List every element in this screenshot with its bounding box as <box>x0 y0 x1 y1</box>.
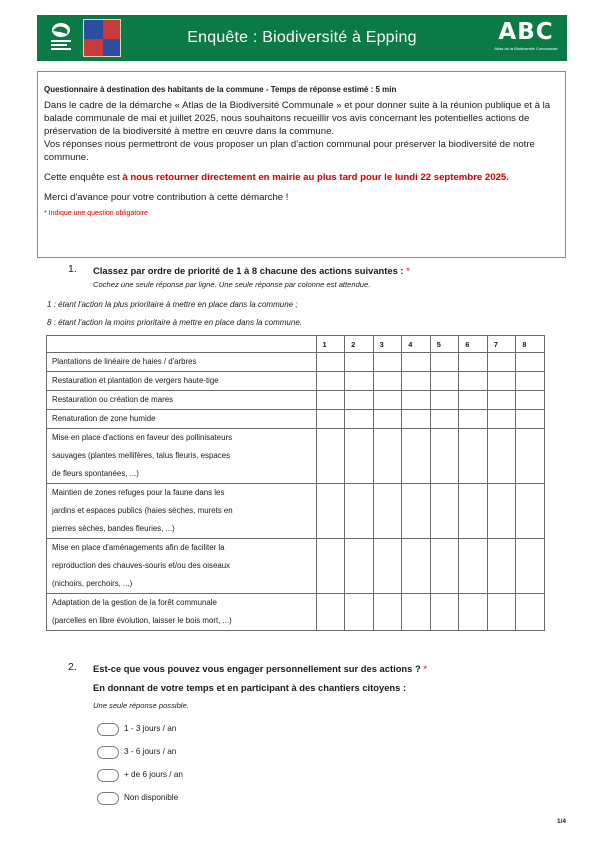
rank-checkbox-cell[interactable] <box>516 372 545 391</box>
rank-checkbox-cell[interactable] <box>516 429 545 484</box>
action-label <box>47 484 317 539</box>
rank-checkbox-cell[interactable] <box>402 484 431 539</box>
rank-checkbox-cell[interactable] <box>373 484 402 539</box>
rank-checkbox-cell[interactable] <box>487 391 516 410</box>
rank-checkbox-cell[interactable] <box>516 539 545 594</box>
rank-checkbox-cell[interactable] <box>430 372 459 391</box>
required-star: * <box>423 663 427 674</box>
action-label <box>47 410 317 429</box>
radio-button[interactable] <box>97 723 119 736</box>
action-label-line: reproduction des chauves-souris et/ou des oiseaux <box>52 561 231 570</box>
action-label-line: de fleurs spontanées, ...) <box>52 469 139 478</box>
page-title: Enquête : Biodiversité à Epping <box>187 29 417 46</box>
required-star: * <box>406 265 410 276</box>
rank-checkbox-cell[interactable] <box>345 410 374 429</box>
action-label <box>47 594 317 631</box>
question-1-label: Classez par ordre de priorité de 1 à 8 chacune des actions suivantes : <box>93 265 404 276</box>
table-header-row <box>47 336 545 353</box>
table-row <box>47 353 545 372</box>
rank-checkbox-cell[interactable] <box>402 372 431 391</box>
rank-checkbox-cell[interactable] <box>373 372 402 391</box>
table-column-header: 6 <box>459 336 488 353</box>
radio-button[interactable] <box>97 746 119 759</box>
rank-checkbox-cell[interactable] <box>487 372 516 391</box>
rank-checkbox-cell[interactable] <box>345 484 374 539</box>
required-note: * Indique une question obligatoire <box>44 210 148 217</box>
rank-checkbox-cell[interactable] <box>430 353 459 372</box>
priority-ranking-table <box>46 335 545 631</box>
rank-checkbox-cell[interactable] <box>402 410 431 429</box>
header-banner <box>37 15 567 61</box>
table-row <box>47 391 545 410</box>
table-header-empty <box>47 336 317 353</box>
radio-label: 3 - 6 jours / an <box>124 747 177 756</box>
rank-checkbox-cell[interactable] <box>430 391 459 410</box>
action-label <box>47 391 317 410</box>
table-column-header: 3 <box>373 336 402 353</box>
radio-label: + de 6 jours / an <box>124 770 183 779</box>
deadline-text <box>44 171 559 184</box>
rank-checkbox-cell[interactable] <box>459 372 488 391</box>
rank-checkbox-cell[interactable] <box>430 429 459 484</box>
deadline-prefix: Cette enquête est <box>44 172 123 183</box>
action-label <box>47 539 317 594</box>
rank-checkbox-cell[interactable] <box>459 410 488 429</box>
rank-checkbox-cell[interactable] <box>402 429 431 484</box>
intro-box <box>37 71 566 258</box>
rank-checkbox-cell[interactable] <box>316 410 345 429</box>
action-label <box>47 372 317 391</box>
rank-checkbox-cell[interactable] <box>316 484 345 539</box>
table-row <box>47 410 545 429</box>
question-1-text <box>93 265 410 276</box>
question-1-number: 1. <box>68 263 77 275</box>
action-label-line: pierres sèches, bandes fleuries, ...) <box>52 524 175 533</box>
priority-note-1: 1 : étant l'action la plus prioritaire à mettre en place dans la commune ; <box>47 300 298 309</box>
rank-checkbox-cell[interactable] <box>316 594 345 631</box>
rank-checkbox-cell[interactable] <box>487 594 516 631</box>
rank-checkbox-cell[interactable] <box>487 353 516 372</box>
action-label-line: Mise en place d'actions en faveur des pollinisateurs <box>52 433 233 442</box>
question-2-subtitle: En donnant de votre temps et en participant à des chantiers citoyens : <box>93 682 407 693</box>
rank-checkbox-cell[interactable] <box>345 372 374 391</box>
rank-checkbox-cell[interactable] <box>516 410 545 429</box>
rank-checkbox-cell[interactable] <box>487 484 516 539</box>
table-column-header: 1 <box>316 336 345 353</box>
question-2-hint: Une seule réponse possible. <box>93 701 189 710</box>
rank-checkbox-cell[interactable] <box>373 410 402 429</box>
rank-checkbox-cell[interactable] <box>345 594 374 631</box>
rank-checkbox-cell[interactable] <box>516 484 545 539</box>
rank-checkbox-cell[interactable] <box>402 594 431 631</box>
rank-checkbox-cell[interactable] <box>373 353 402 372</box>
deadline-highlight: à nous retourner directement en mairie au plus tard pour le lundi 22 septembre 2025. <box>122 172 509 183</box>
thanks-text: Merci d'avance pour votre contribution à cette démarche ! <box>44 192 289 203</box>
table-row <box>47 594 545 631</box>
rank-checkbox-cell[interactable] <box>373 429 402 484</box>
rank-checkbox-cell[interactable] <box>345 353 374 372</box>
intro-paragraph-2: Vos réponses nous permettront de vous proposer un plan d'action communal pour préserver la biodiversité de notre commune. <box>44 139 535 163</box>
rank-checkbox-cell[interactable] <box>516 594 545 631</box>
rank-checkbox-cell[interactable] <box>402 353 431 372</box>
rank-checkbox-cell[interactable] <box>430 594 459 631</box>
table-row <box>47 429 545 484</box>
rank-checkbox-cell[interactable] <box>459 539 488 594</box>
rank-checkbox-cell[interactable] <box>345 539 374 594</box>
questionnaire-title: Questionnaire à destination des habitants de la commune - Temps de réponse estimé : 5 min <box>44 85 397 94</box>
action-label-line: Renaturation de zone humide <box>52 414 156 423</box>
rank-checkbox-cell[interactable] <box>316 372 345 391</box>
rank-checkbox-cell[interactable] <box>316 539 345 594</box>
question-2-label: Est-ce que vous pouvez vous engager personnellement sur des actions ? <box>93 663 421 674</box>
rank-checkbox-cell[interactable] <box>430 410 459 429</box>
action-label-line: sauvages (plantes mellifères, talus fleuris, espaces <box>52 451 231 460</box>
rank-checkbox-cell[interactable] <box>459 391 488 410</box>
action-label-line: Restauration et plantation de vergers haute-tige <box>52 376 219 385</box>
rank-checkbox-cell[interactable] <box>459 484 488 539</box>
action-label-line: Mise en place d'aménagements afin de faciliter la <box>52 543 225 552</box>
question-2-number: 2. <box>68 661 77 673</box>
rank-checkbox-cell[interactable] <box>459 429 488 484</box>
rank-checkbox-cell[interactable] <box>316 391 345 410</box>
question-2-text <box>93 663 427 674</box>
rank-checkbox-cell[interactable] <box>373 594 402 631</box>
radio-button[interactable] <box>97 769 119 782</box>
rank-checkbox-cell[interactable] <box>459 353 488 372</box>
page-number: 1/4 <box>557 818 567 825</box>
action-label-line: (nichoirs, perchoirs, ...) <box>52 579 133 588</box>
rank-checkbox-cell[interactable] <box>402 539 431 594</box>
radio-label: Non disponible <box>124 793 179 802</box>
rank-checkbox-cell[interactable] <box>487 539 516 594</box>
table-row <box>47 484 545 539</box>
rank-checkbox-cell[interactable] <box>516 391 545 410</box>
rank-checkbox-cell[interactable] <box>345 429 374 484</box>
intro-paragraph-1: Dans le cadre de la démarche « Atlas de la Biodiversité Communale » et pour donner suite à la réunion publique et à la balade communale de mai et juillet 2025, nous souhaitons recueillir vos avis concernant les potentielles actions de préservation de la biodiversité à mettre en œuvre dans la commune. <box>44 100 551 137</box>
rank-checkbox-cell[interactable] <box>430 539 459 594</box>
abc-logo-text: ABC <box>498 19 554 45</box>
rank-checkbox-cell[interactable] <box>373 391 402 410</box>
rank-checkbox-cell[interactable] <box>402 391 431 410</box>
abc-logo <box>493 18 559 52</box>
question-1-hint: Cochez une seule réponse par ligne. Une seule réponse par colonne est attendue. <box>93 280 371 289</box>
rank-checkbox-cell[interactable] <box>430 484 459 539</box>
action-label-line: Adaptation de la gestion de la forêt communale <box>52 598 217 607</box>
rank-checkbox-cell[interactable] <box>487 429 516 484</box>
action-label-line: (parcelles en libre évolution, laisser le bois mort, ...) <box>52 616 232 625</box>
priority-note-2: 8 : étant l'action la moins prioritaire à mettre en place dans la commune. <box>47 318 302 327</box>
rank-checkbox-cell[interactable] <box>316 353 345 372</box>
action-label-line: Restauration ou création de mares <box>52 395 174 404</box>
action-label-line: Plantations de linéaire de haies / d'arbres <box>52 357 197 366</box>
radio-label: 1 - 3 jours / an <box>124 724 177 733</box>
rank-checkbox-cell[interactable] <box>459 594 488 631</box>
rank-checkbox-cell[interactable] <box>345 391 374 410</box>
action-label-line: Maintien de zones refuges pour la faune dans les <box>52 488 225 497</box>
rank-checkbox-cell[interactable] <box>373 539 402 594</box>
action-label-line: jardins et espaces publics (haies sèches, murets en <box>52 506 233 515</box>
table-column-header: 5 <box>430 336 459 353</box>
table-row <box>47 372 545 391</box>
table-row <box>47 539 545 594</box>
action-label <box>47 353 317 372</box>
rank-checkbox-cell[interactable] <box>487 410 516 429</box>
table-column-header: 7 <box>487 336 516 353</box>
rank-checkbox-cell[interactable] <box>316 429 345 484</box>
action-label <box>47 429 317 484</box>
radio-button[interactable] <box>97 792 119 805</box>
table-column-header: 4 <box>402 336 431 353</box>
abc-logo-subtitle: Atlas de la Biodiversité Communale <box>494 46 558 51</box>
rank-checkbox-cell[interactable] <box>516 353 545 372</box>
table-column-header: 8 <box>516 336 545 353</box>
table-column-header: 2 <box>345 336 374 353</box>
